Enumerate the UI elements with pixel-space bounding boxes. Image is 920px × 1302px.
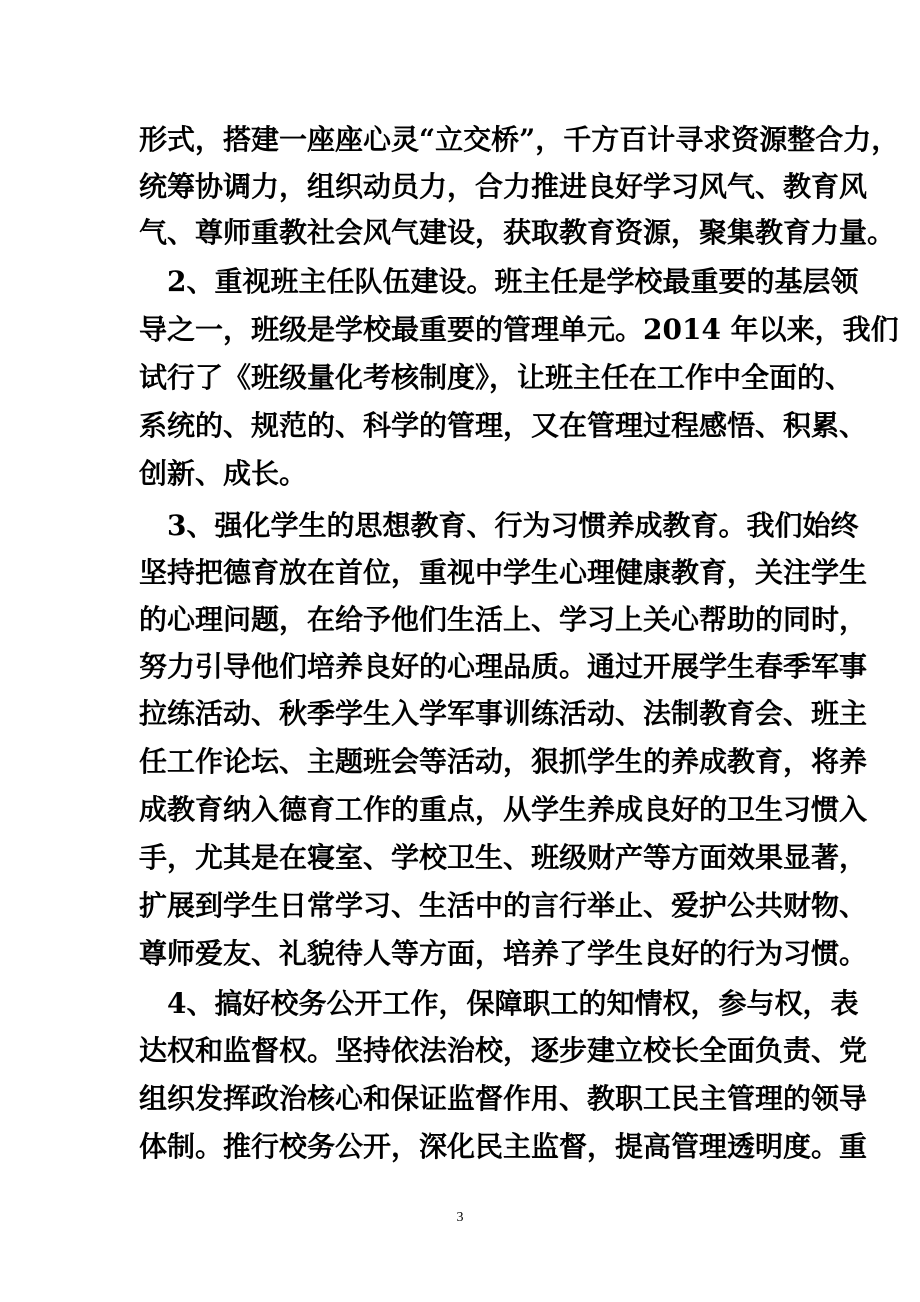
text-line: 体制。推行校务公开，深化民主监督，提高管理透明度。重: [139, 1130, 868, 1163]
text-line: 坚持把德育放在首位，重视中学生心理健康教育，关注学生: [139, 556, 868, 589]
text-line: 导之一，班级是学校最重要的管理单元。2014 年以来，我们: [139, 313, 899, 346]
paragraph-4-heading-line: 4、搞好校务公开工作，保障职工的知情权，参与权，表: [167, 987, 859, 1020]
text-line: 试行了《班级量化考核制度》，让班主任在工作中全面的、: [139, 361, 854, 394]
text-line: 努力引导他们培养良好的心理品质。通过开展学生春季军事: [139, 650, 868, 683]
paragraph-2-heading-line: 2、重视班主任队伍建设。班主任是学校最重要的基层领: [167, 265, 859, 298]
text-line: 手，尤其是在寝室、学校卫生、班级财产等方面效果显著，: [139, 841, 868, 874]
text-line: 系统的、规范的、科学的管理，又在管理过程感悟、积累、: [139, 409, 868, 442]
page-number: 3: [456, 1210, 464, 1225]
paragraph-3-heading-line: 3、强化学生的思想教育、行为习惯养成教育。我们始终: [167, 509, 859, 542]
text-line: 成教育纳入德育工作的重点，从学生养成良好的卫生习惯入: [139, 793, 868, 826]
text-line: 组织发挥政治核心和保证监督作用、教职工民主管理的领导: [139, 1082, 868, 1115]
text-line: 统筹协调力，组织动员力，合力推进良好学习风气、教育风: [139, 170, 868, 203]
text-line: 达权和监督权。坚持依法治校，逐步建立校长全面负责、党: [139, 1034, 868, 1067]
text-line: 拉练活动、秋季学生入学军事训练活动、法制教育会、班主: [139, 697, 868, 730]
text-line: 创新、成长。: [139, 457, 308, 490]
text-line: 的心理问题，在给予他们生活上、学习上关心帮助的同时，: [139, 603, 868, 636]
text-line: 形式，搭建一座座心灵“立交桥”，千方百计寻求资源整合力，: [139, 123, 900, 156]
text-line: 扩展到学生日常学习、生活中的言行举止、爱护公共财物、: [139, 889, 868, 922]
text-line: 尊师爱友、礼貌待人等方面，培养了学生良好的行为习惯。: [139, 937, 868, 970]
text-line: 气、尊师重教社会风气建设，获取教育资源，聚集教育力量。: [139, 216, 896, 249]
text-line: 任工作论坛、主题班会等活动，狠抓学生的养成教育，将养: [139, 745, 868, 778]
